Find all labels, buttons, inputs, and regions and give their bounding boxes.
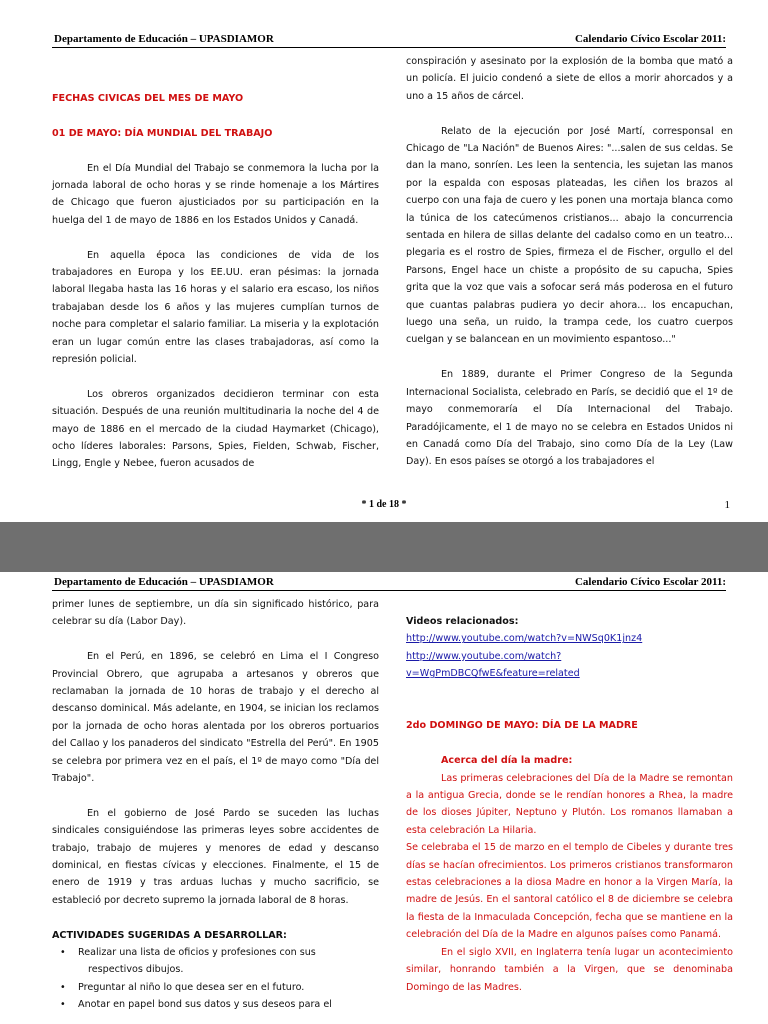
list-item: • Realizar una lista de oficios y profesiones con sus respectivos dibujos.: [78, 944, 379, 979]
list-item: • Preguntar al niño lo que desea ser en el futuro.: [78, 979, 379, 996]
header-calendar-title: Calendario Cívico Escolar 2011:: [574, 33, 726, 45]
videos-title: Videos relacionados:: [406, 616, 519, 627]
paragraph: Los obreros organizados decidieron terminar con esta situación. Después de una reunión multitudinaria la noche del 4 de mayo de 1886 en el mercado de la ciudad Haymarket (Chicago), ocho líderes laborales: Parsons, Spies, Fielden, Schwab, Fischer, Lingg, Engle y Nebee, fueron acusados de: [52, 388, 379, 470]
page2-right-column: [406, 613, 733, 996]
activities-title: ACTIVIDADES SUGERIDAS A DESARROLLAR:: [52, 929, 287, 941]
video-link[interactable]: http://www.youtube.com/watch?v=NWSq0K1jnz4: [406, 633, 643, 645]
page-number: 1: [724, 499, 730, 511]
paragraph: Se celebraba el 15 de marzo en el templo de Cibeles y durante tres días se hacían ofrecimientos. Los primeros cristianos transformaron estas celebraciones a la diosa Madre en honor a la Virgen María, la madre de Jesús. En el santoral católico el 8 de diciembre se celebra la fiesta de la Inmaculada Concepción, fecha que se mantiene en la celebración del Día de la Madre en algunos países como Panamá.: [406, 842, 733, 941]
header-department: Departamento de Educación – UPASDIAMOR: [54, 33, 274, 45]
document-page-2: [0, 572, 768, 1024]
page-header: [52, 33, 726, 48]
paragraph: primer lunes de septiembre, un día sin significado histórico, para celebrar su día (Labor Day).: [52, 599, 379, 628]
page-header: [52, 576, 726, 591]
list-item: • Anotar en papel bond sus datos y sus deseos para el: [78, 996, 379, 1013]
paragraph: En el Perú, en 1896, se celebró en Lima el I Congreso Provincial Obrero, que agrupaba a artesanos y obreros que reclamaban la jornada de 10 horas de trabajo y el derecho al descanso dominical. Más adelante, en 1904, se inician los reclamos por la jornada de ocho horas alentada por los obreros portuarios del Callao y los panaderos del sindicato "Estrella del Perú". En 1905 se celebra por primera vez en el país, el 1º de mayo como "Día del Trabajo".: [52, 651, 379, 785]
paragraph-marti-account: Relato de la ejecución por José Martí, corresponsal en Chicago de "La Nación" de Buenos Aires: "...salen de sus celdas. Se dan la mano, sonríen. Les leen la sentencia, les sujetan las manos por la espalda con esposas plateadas, les ciñen los brazos al cuerpo con una faja de cuero y les ponen una mortaja blanca como la túnica de los catecúmenos cristianos... abajo la concurrencia sentada en hilera de sillas delante del cadalso como en un teatro... plegaria es el rostro de Spies, firmeza el de Fischer, orgullo el del Parsons, Engel hace un chiste a propósito de su capucha, Spies grita que la voz que vais a sofocar será más poderosa en el futuro que cuantas palabras pudiera yo decir ahora... los encapuchan, luego una seña, un ruido, la trampa cede, los cuatro cuerpos cuelgan y se balancean en un movimiento espantoso...": [406, 125, 733, 346]
section-title-may: FECHAS CIVICAS DEL MES DE MAYO: [52, 93, 244, 104]
paragraph: En aquella época las condiciones de vida de los trabajadores en Europa y los EE.UU. eran pésimas: la jornada laboral llegaba hasta las 16 horas y el salario era escaso, los niños trabajaban desde los 6 años y las mujeres cumplían turnos de noche para completar el salario familiar. La miseria y la explotación eran un lugar común entre las clases trabajadoras, así como la represión policial.: [52, 249, 379, 366]
paragraph: En el siglo XVII, en Inglaterra tenía lugar un acontecimiento similar, honrando también a la Virgen, que se denominaba Domingo de las Madres.: [406, 946, 733, 993]
page1-right-column: [406, 53, 733, 471]
page1-left-column: [52, 90, 379, 473]
paragraph: En el gobierno de José Pardo se suceden las luchas sindicales consiguiéndose las primeras leyes sobre accidentes de trabajo, trabajo de mujeres y menores de edad y descanso dominical, en fiestas cívicas y elecciones. Finalmente, el 15 de enero de 1919 y tras arduas luchas y mucho sacrificio, se estableció por decreto supremo la jornada laboral de 8 horas.: [52, 807, 379, 906]
header-calendar-title: Calendario Cívico Escolar 2011:: [574, 576, 726, 588]
subtitle-labor-day: 01 DE MAYO: DÍA MUNDIAL DEL TRABAJO: [52, 127, 273, 139]
page2-left-column: [52, 596, 379, 1014]
about-mothers-day-title: Acerca del día la madre:: [441, 755, 573, 767]
section-title-mothers-day: 2do DOMINGO DE MAYO: DÍA DE LA MADRE: [406, 720, 638, 732]
header-department: Departamento de Educación – UPASDIAMOR: [54, 576, 274, 588]
paragraph: En el Día Mundial del Trabajo se conmemora la lucha por la jornada laboral de ocho horas y se rinde homenaje a los Mártires de Chicago que fueron ajusticiados por su participación en la huelga del 1 de mayo de 1886 en los Estados Unidos y Canadá.: [52, 162, 379, 226]
page-counter: * 1 de 18 *: [361, 499, 407, 510]
paragraph: Las primeras celebraciones del Día de la Madre se remontan a la antigua Grecia, donde se le rendían honores a Rhea, la madre de los dioses Júpiter, Neptuno y Plutón. Los romanos llamaban a esta celebración La Hilaria.: [406, 772, 733, 836]
video-link-continued[interactable]: v=WgPmDBCQfwE&feature=related: [406, 668, 580, 680]
paragraph: En 1889, durante el Primer Congreso de la Segunda Internacional Socialista, celebrado en París, se decidió que el 1º de mayo conmemoraría el Día Internacional del Trabajo. Paradójicamente, el 1 de mayo no se celebra en Estados Unidos ni en Canadá como Día del Trabajo, sino como Día de la Ley (Law Day). En esos países se otorgó a los trabajadores el: [406, 369, 733, 468]
video-link[interactable]: http://www.youtube.com/watch?: [406, 650, 562, 662]
activities-list: [52, 944, 379, 1014]
paragraph: conspiración y asesinato por la explosión de la bomba que mató a un policía. El juicio condenó a siete de ellos a morir ahorcados y a uno a 15 años de cárcel.: [406, 56, 733, 102]
